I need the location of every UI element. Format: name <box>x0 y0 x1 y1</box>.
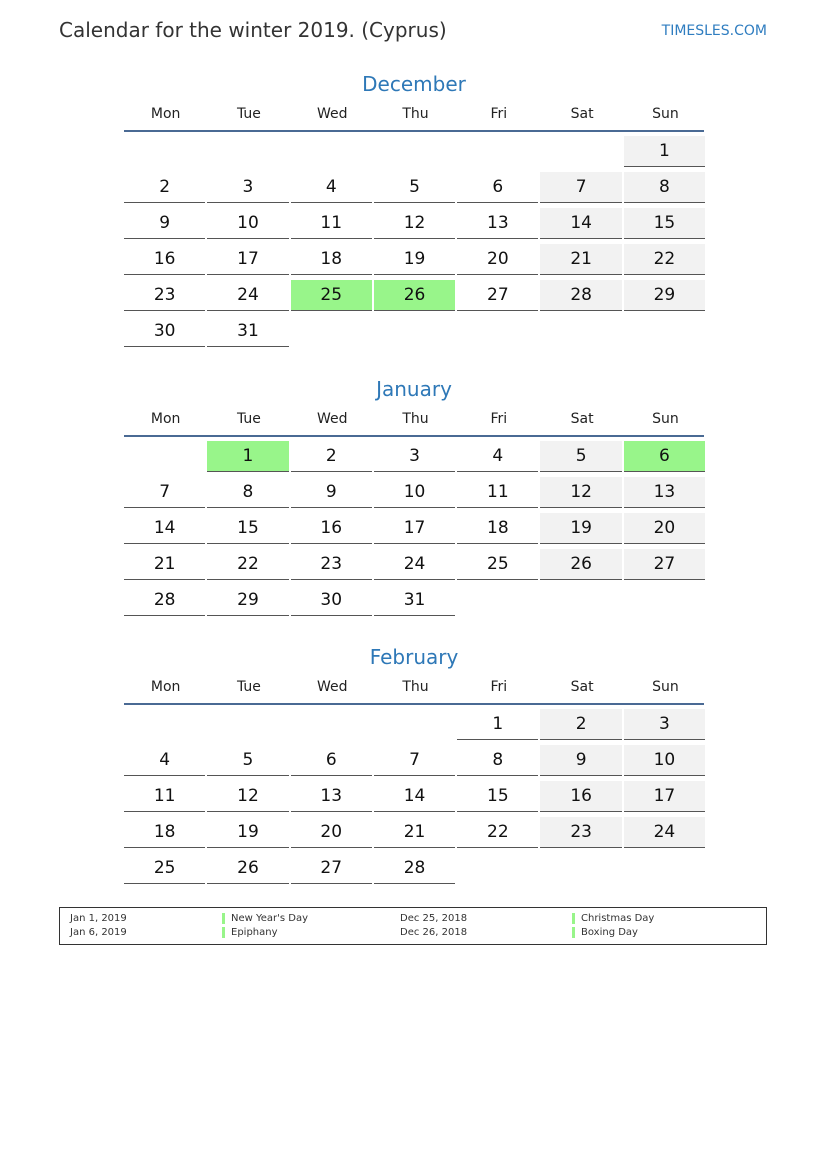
day-cell[interactable]: 3 <box>207 172 288 203</box>
day-cell[interactable]: 22 <box>207 549 288 580</box>
day-cell[interactable]: 10 <box>374 477 455 508</box>
day-cell[interactable]: 5 <box>540 441 621 472</box>
day-cell[interactable]: 26 <box>207 853 288 884</box>
day-cell[interactable]: 9 <box>291 477 372 508</box>
legend-date: Jan 1, 2019 <box>70 913 127 924</box>
day-cell[interactable]: 21 <box>374 817 455 848</box>
day-cell[interactable]: 6 <box>457 172 538 203</box>
day-cell[interactable]: 11 <box>291 208 372 239</box>
day-cell[interactable]: 1 <box>457 709 538 740</box>
day-cell[interactable]: 1 <box>207 441 288 472</box>
empty-cell <box>124 441 207 471</box>
month-1 <box>124 375 704 621</box>
weekday-label: Fri <box>490 411 508 427</box>
empty-cell <box>124 709 207 739</box>
day-cell[interactable]: 31 <box>207 316 288 347</box>
day-cell[interactable]: 28 <box>374 853 455 884</box>
legend-holiday-name: Boxing Day <box>572 927 638 938</box>
day-cell[interactable]: 30 <box>291 585 372 616</box>
day-grid <box>124 441 704 621</box>
weekday-label: Sun <box>652 106 679 122</box>
month-title: February <box>369 645 459 669</box>
day-cell[interactable]: 16 <box>291 513 372 544</box>
legend-holiday-name: Christmas Day <box>572 913 654 924</box>
day-cell[interactable]: 19 <box>540 513 621 544</box>
day-cell[interactable]: 22 <box>457 817 538 848</box>
day-cell[interactable]: 13 <box>624 477 705 508</box>
empty-cell <box>207 709 290 739</box>
day-cell[interactable]: 26 <box>540 549 621 580</box>
day-cell[interactable]: 5 <box>374 172 455 203</box>
day-cell[interactable]: 26 <box>374 280 455 311</box>
empty-cell <box>207 136 290 166</box>
day-cell[interactable]: 13 <box>291 781 372 812</box>
day-cell[interactable]: 15 <box>624 208 705 239</box>
day-cell[interactable]: 28 <box>540 280 621 311</box>
day-cell[interactable]: 11 <box>457 477 538 508</box>
day-cell[interactable]: 21 <box>540 244 621 275</box>
day-cell[interactable]: 20 <box>291 817 372 848</box>
weekday-label: Mon <box>150 679 181 695</box>
day-cell[interactable]: 4 <box>291 172 372 203</box>
weekday-label: Mon <box>150 106 181 122</box>
day-cell[interactable]: 7 <box>124 477 205 508</box>
day-cell[interactable]: 12 <box>207 781 288 812</box>
day-cell[interactable]: 19 <box>207 817 288 848</box>
day-cell[interactable]: 10 <box>207 208 288 239</box>
day-cell[interactable]: 25 <box>457 549 538 580</box>
weekday-label: Thu <box>402 679 429 695</box>
day-cell[interactable]: 13 <box>457 208 538 239</box>
day-cell[interactable]: 25 <box>124 853 205 884</box>
day-cell[interactable]: 27 <box>291 853 372 884</box>
legend-row <box>60 927 766 940</box>
month-title: January <box>376 377 452 401</box>
day-cell[interactable]: 18 <box>124 817 205 848</box>
day-cell[interactable]: 8 <box>207 477 288 508</box>
weekday-label: Sun <box>652 411 679 427</box>
holiday-legend <box>59 907 767 945</box>
day-cell[interactable]: 11 <box>124 781 205 812</box>
day-cell[interactable]: 29 <box>207 585 288 616</box>
day-cell[interactable]: 20 <box>624 513 705 544</box>
day-cell[interactable]: 7 <box>374 745 455 776</box>
day-grid <box>124 709 704 889</box>
day-cell[interactable]: 17 <box>207 244 288 275</box>
weekday-label: Wed <box>316 411 348 427</box>
day-cell[interactable]: 18 <box>457 513 538 544</box>
day-cell[interactable]: 17 <box>374 513 455 544</box>
day-cell[interactable]: 29 <box>624 280 705 311</box>
day-cell[interactable]: 10 <box>624 745 705 776</box>
day-cell[interactable]: 19 <box>374 244 455 275</box>
weekday-label: Sat <box>570 411 594 427</box>
month-0 <box>124 70 704 352</box>
weekday-label: Thu <box>402 411 429 427</box>
site-link[interactable]: TIMESLES.COM <box>661 23 767 39</box>
weekday-label: Sat <box>570 679 594 695</box>
weekday-header <box>124 409 704 437</box>
weekday-label: Tue <box>236 106 261 122</box>
empty-cell <box>291 709 374 739</box>
day-cell[interactable]: 6 <box>291 745 372 776</box>
day-cell[interactable]: 31 <box>374 585 455 616</box>
weekday-label: Wed <box>316 106 348 122</box>
day-cell[interactable]: 14 <box>124 513 205 544</box>
month-2 <box>124 643 704 889</box>
day-cell[interactable]: 22 <box>624 244 705 275</box>
day-cell[interactable]: 30 <box>124 316 205 347</box>
day-cell[interactable]: 18 <box>291 244 372 275</box>
day-cell[interactable]: 12 <box>374 208 455 239</box>
day-cell[interactable]: 20 <box>457 244 538 275</box>
month-title: December <box>362 72 466 96</box>
day-cell[interactable]: 23 <box>291 549 372 580</box>
day-cell[interactable]: 2 <box>291 441 372 472</box>
day-cell[interactable]: 25 <box>291 280 372 311</box>
day-cell[interactable]: 17 <box>624 781 705 812</box>
day-cell[interactable]: 24 <box>374 549 455 580</box>
day-cell[interactable]: 8 <box>457 745 538 776</box>
weekday-label: Sat <box>570 106 594 122</box>
legend-holiday-name: New Year's Day <box>222 913 308 924</box>
day-cell[interactable]: 23 <box>540 817 621 848</box>
day-cell[interactable]: 27 <box>624 549 705 580</box>
empty-cell <box>124 136 207 166</box>
weekday-label: Tue <box>236 411 261 427</box>
empty-cell <box>291 136 374 166</box>
day-cell[interactable]: 21 <box>124 549 205 580</box>
day-cell[interactable]: 2 <box>540 709 621 740</box>
day-cell[interactable]: 9 <box>124 208 205 239</box>
day-cell[interactable]: 24 <box>207 280 288 311</box>
day-cell[interactable]: 3 <box>374 441 455 472</box>
weekday-label: Sun <box>652 679 679 695</box>
legend-row <box>60 913 766 926</box>
day-cell[interactable]: 6 <box>624 441 705 472</box>
day-grid <box>124 136 704 352</box>
day-cell[interactable]: 5 <box>207 745 288 776</box>
empty-cell <box>540 136 623 166</box>
weekday-header <box>124 677 704 705</box>
day-cell[interactable]: 14 <box>540 208 621 239</box>
day-cell[interactable]: 16 <box>540 781 621 812</box>
day-cell[interactable]: 4 <box>124 745 205 776</box>
day-cell[interactable]: 8 <box>624 172 705 203</box>
weekday-label: Mon <box>150 411 181 427</box>
day-cell[interactable]: 9 <box>540 745 621 776</box>
day-cell[interactable]: 7 <box>540 172 621 203</box>
day-cell[interactable]: 28 <box>124 585 205 616</box>
day-cell[interactable]: 27 <box>457 280 538 311</box>
day-cell[interactable]: 23 <box>124 280 205 311</box>
empty-cell <box>374 136 457 166</box>
page-title: Calendar for the winter 2019. (Cyprus) <box>59 18 447 42</box>
day-cell[interactable]: 24 <box>624 817 705 848</box>
day-cell[interactable]: 16 <box>124 244 205 275</box>
weekday-label: Thu <box>402 106 429 122</box>
day-cell[interactable]: 15 <box>207 513 288 544</box>
legend-date: Jan 6, 2019 <box>70 927 127 938</box>
empty-cell <box>374 709 457 739</box>
weekday-label: Fri <box>490 106 508 122</box>
legend-date: Dec 26, 2018 <box>400 927 468 938</box>
day-cell[interactable]: 14 <box>374 781 455 812</box>
day-cell[interactable]: 1 <box>624 136 705 167</box>
weekday-label: Wed <box>316 679 348 695</box>
empty-cell <box>457 136 540 166</box>
day-cell[interactable]: 4 <box>457 441 538 472</box>
legend-date: Dec 25, 2018 <box>400 913 468 924</box>
day-cell[interactable]: 3 <box>624 709 705 740</box>
day-cell[interactable]: 15 <box>457 781 538 812</box>
day-cell[interactable]: 12 <box>540 477 621 508</box>
legend-holiday-name: Epiphany <box>222 927 278 938</box>
weekday-header <box>124 104 704 132</box>
weekday-label: Fri <box>490 679 508 695</box>
weekday-label: Tue <box>236 679 261 695</box>
day-cell[interactable]: 2 <box>124 172 205 203</box>
